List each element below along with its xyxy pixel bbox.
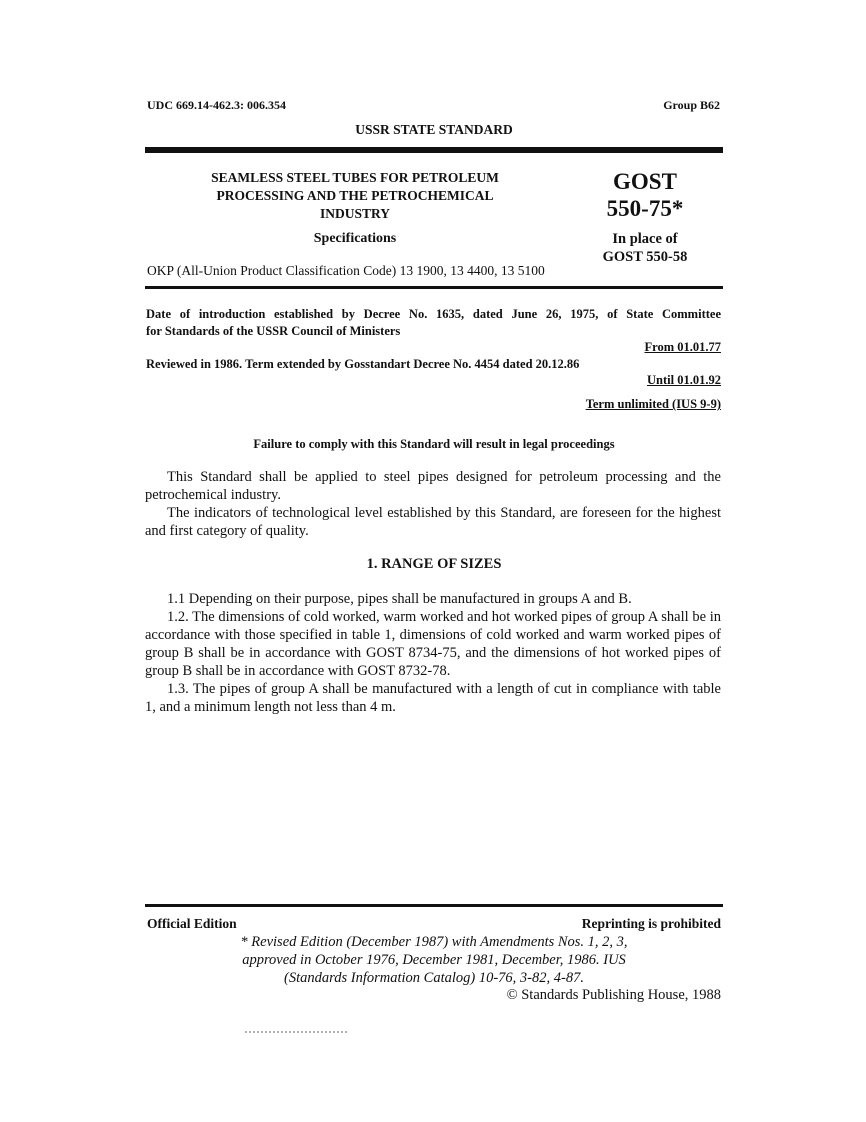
legal-warning: Failure to comply with this Standard will result in legal proceedings bbox=[253, 437, 615, 451]
introduction-text bbox=[145, 468, 721, 540]
intro-line: Date of introduction established by Decree No. 1635, dated June 26, 1975, of State Committee bbox=[146, 307, 721, 321]
clause-1-2: 1.2. The dimensions of cold worked, warm worked and hot worked pipes of group A shall be in accordance with those specified in table 1, dimensions of cold worked and warm worked pipes of group B shall be in accordance with GOST 8734-75, and the dimensions of hot worked pipes of group B shall be in accordance with GOST 8732-78. bbox=[145, 609, 721, 679]
replaced-gost: GOST 550-58 bbox=[602, 249, 688, 265]
title-line: SEAMLESS STEEL TUBES FOR PETROLEUM bbox=[211, 170, 499, 185]
intro-line: for Standards of the USSR Council of Ministers bbox=[146, 324, 401, 338]
date-until: Until 01.01.92 bbox=[647, 373, 721, 387]
replacement-block bbox=[565, 230, 725, 266]
gost-block bbox=[565, 168, 725, 222]
okp-code: OKP (All-Union Product Classification Code) 13 1900, 13 4400, 13 5100 bbox=[147, 263, 545, 278]
introduction-date bbox=[146, 306, 721, 340]
intro-paragraph: The indicators of technological level established by this Standard, are foreseen for the highest and first category of quality. bbox=[145, 505, 721, 539]
revision-line: * Revised Edition (December 1987) with Amendments Nos. 1, 2, 3, bbox=[240, 934, 628, 950]
subtitle: Specifications bbox=[313, 231, 397, 246]
footer-rule bbox=[145, 904, 723, 907]
copyright: © Standards Publishing House, 1988 bbox=[506, 987, 721, 1003]
term-unlimited: Term unlimited (IUS 9-9) bbox=[585, 397, 721, 411]
state-standard-heading: USSR STATE STANDARD bbox=[355, 122, 513, 137]
revision-line: (Standards Information Catalog) 10-76, 3-82, 4-87. bbox=[284, 970, 584, 986]
date-from: From 01.01.77 bbox=[644, 340, 721, 354]
revision-line: approved in October 1976, December 1981, December, 1986. IUS bbox=[242, 952, 626, 968]
clause-1-3: 1.3. The pipes of group A shall be manufactured with a length of cut in compliance with table 1, and a minimum length not less than 4 m. bbox=[145, 681, 721, 715]
group-code: Group B62 bbox=[663, 98, 720, 112]
standard-title bbox=[160, 169, 550, 223]
in-place-of: In place of bbox=[612, 231, 678, 247]
title-block-rule bbox=[145, 286, 723, 289]
reprinting-notice: Reprinting is prohibited bbox=[581, 916, 721, 931]
official-edition: Official Edition bbox=[147, 916, 237, 931]
udc-code: UDC 669.14-462.3: 006.354 bbox=[147, 98, 286, 112]
reviewed-note: Reviewed in 1986. Term extended by Gosstandart Decree No. 4454 dated 20.12.86 bbox=[146, 357, 580, 371]
range-of-sizes-text bbox=[145, 590, 721, 716]
title-line: INDUSTRY bbox=[319, 206, 391, 221]
top-thick-rule bbox=[145, 147, 723, 153]
scan-artifact bbox=[245, 1029, 350, 1035]
gost-number: 550-75* bbox=[606, 196, 684, 221]
intro-paragraph: This Standard shall be applied to steel pipes designed for petroleum processing and the petrochemical industry. bbox=[145, 469, 721, 503]
revision-note bbox=[145, 933, 723, 987]
section-title: 1. RANGE OF SIZES bbox=[366, 556, 502, 572]
title-line: PROCESSING AND THE PETROCHEMICAL bbox=[216, 188, 494, 203]
gost-label: GOST bbox=[613, 169, 677, 194]
clause-1-1: 1.1 Depending on their purpose, pipes shall be manufactured in groups A and B. bbox=[167, 591, 632, 607]
